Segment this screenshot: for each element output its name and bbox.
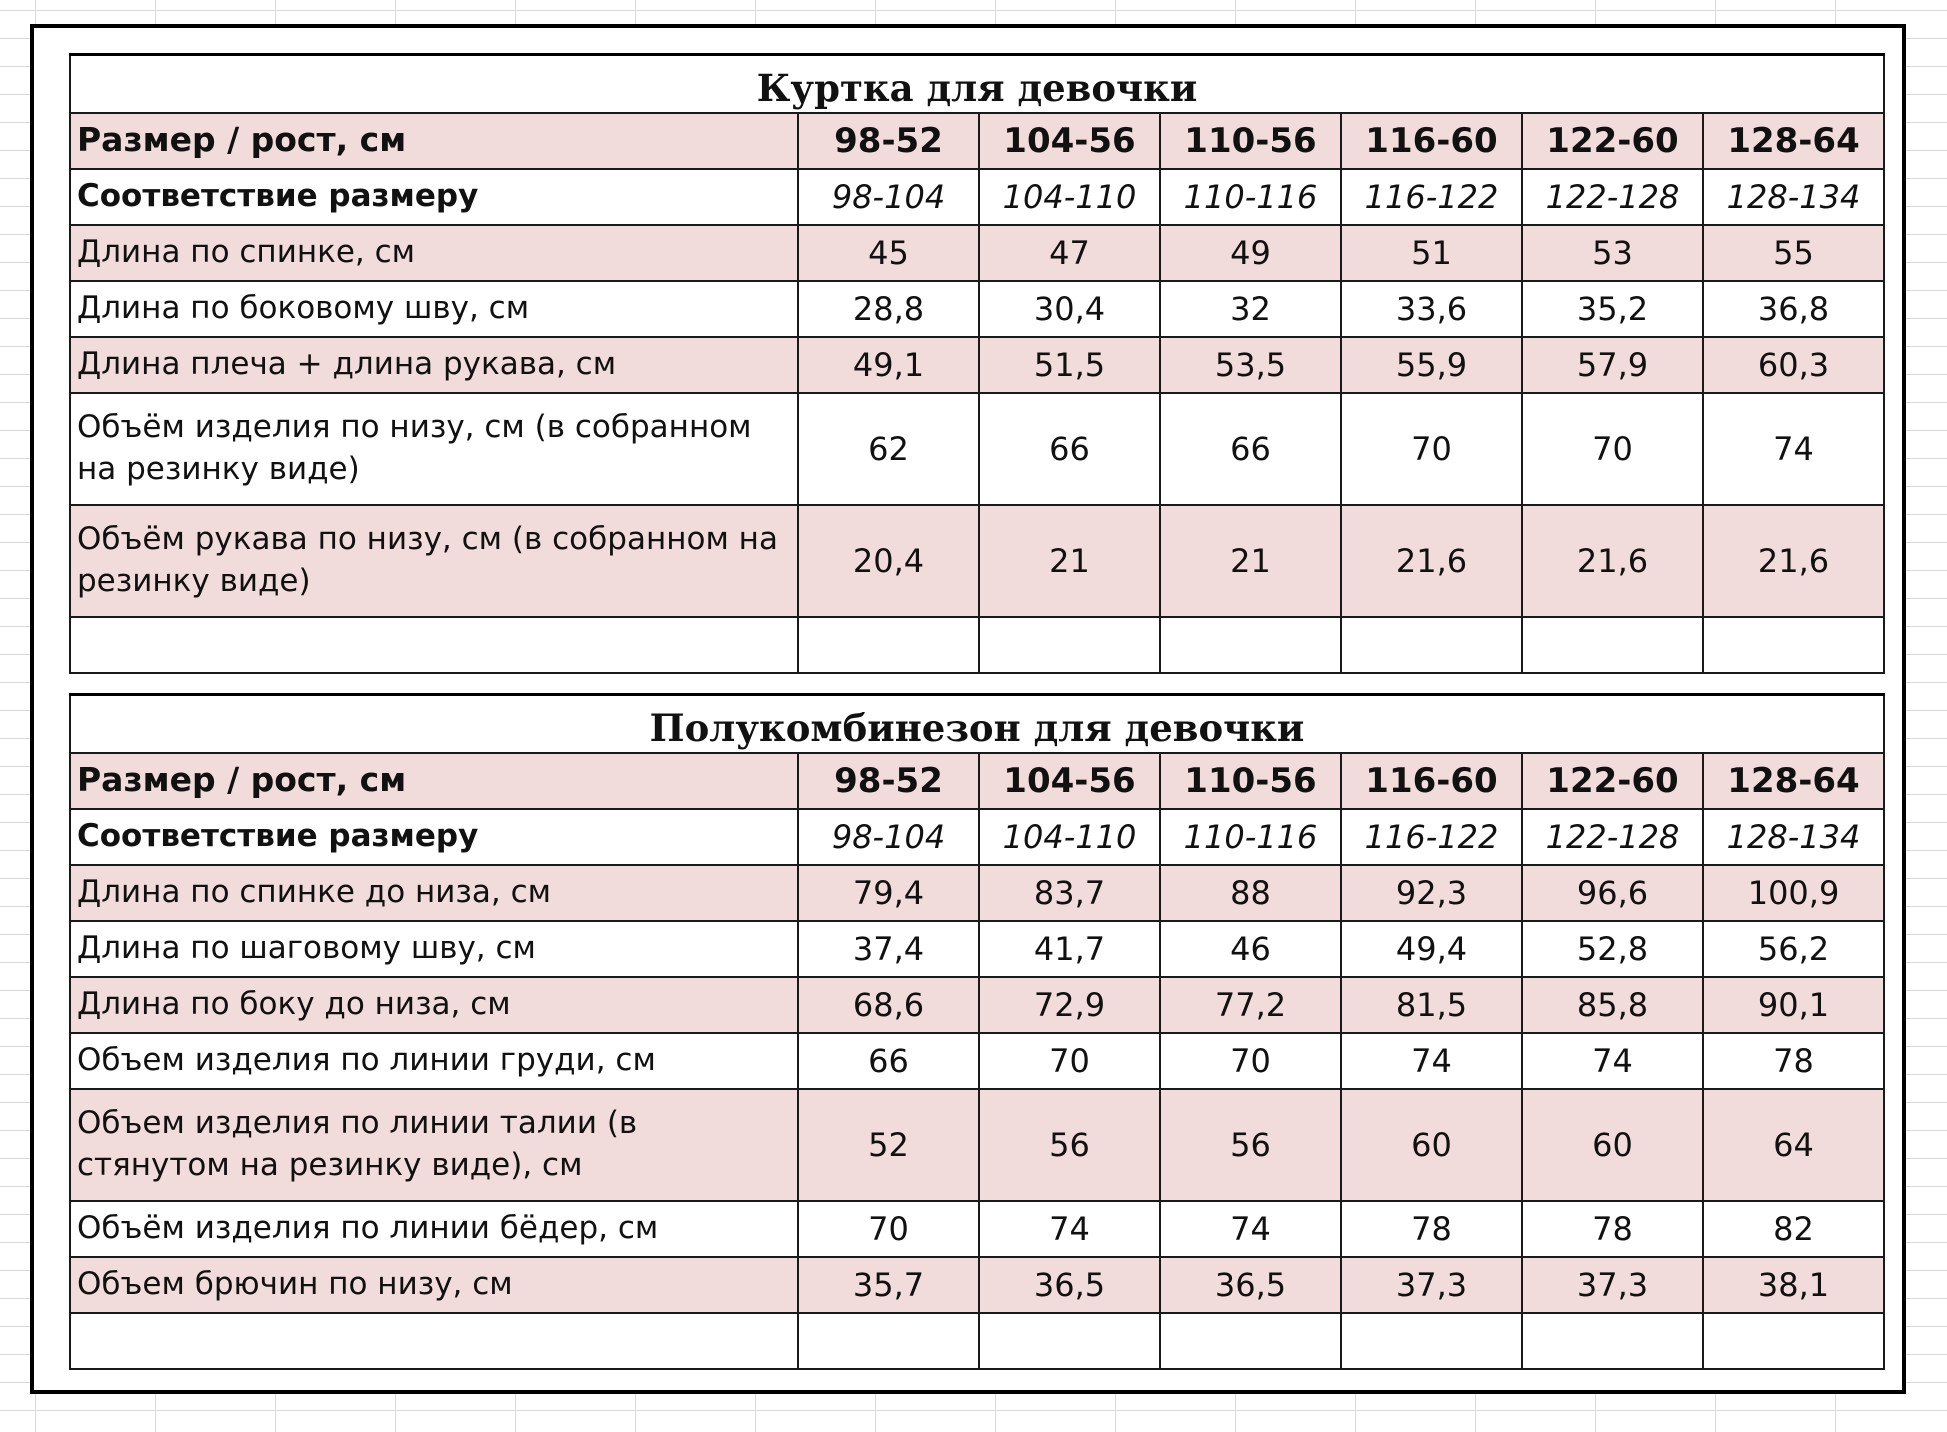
table-cell: 51,5	[979, 337, 1160, 393]
table-cell: 52	[798, 1089, 979, 1201]
table-cell: 55,9	[1341, 337, 1522, 393]
size-cell: 116-60	[1341, 753, 1522, 809]
empty-cell	[1341, 1313, 1522, 1369]
table-cell: 21,6	[1341, 505, 1522, 617]
table-cell: 70	[1522, 393, 1703, 505]
table-cell: 49,4	[1341, 921, 1522, 977]
table-cell: 78	[1703, 1033, 1884, 1089]
table-cell: 74	[1341, 1033, 1522, 1089]
table-cell: 66	[798, 1033, 979, 1089]
table-cell: 21,6	[1703, 505, 1884, 617]
row-label: Соответствие размеру	[70, 169, 798, 225]
table-cell: 88	[1160, 865, 1341, 921]
empty-cell	[1703, 1313, 1884, 1369]
table-cell: 104-110	[979, 169, 1160, 225]
table-cell: 70	[1341, 393, 1522, 505]
table-cell: 74	[1522, 1033, 1703, 1089]
empty-cell	[1703, 617, 1884, 673]
empty-cell	[70, 1313, 798, 1369]
table-cell: 70	[798, 1201, 979, 1257]
empty-row	[70, 1313, 1884, 1369]
table-cell: 51	[1341, 225, 1522, 281]
table-cell: 82	[1703, 1201, 1884, 1257]
row-label: Соответствие размеру	[70, 809, 798, 865]
table-cell: 122-128	[1522, 169, 1703, 225]
row-label: Длина по спинке до низа, см	[70, 865, 798, 921]
table-cell: 49	[1160, 225, 1341, 281]
table-cell: 36,8	[1703, 281, 1884, 337]
table-cell: 38,1	[1703, 1257, 1884, 1313]
row-label: Объем изделия по линии талии (в стянутом на резинку виде), см	[70, 1089, 798, 1201]
table-cell: 37,4	[798, 921, 979, 977]
table-cell: 72,9	[979, 977, 1160, 1033]
empty-cell	[798, 1313, 979, 1369]
row-label: Длина по боку до низа, см	[70, 977, 798, 1033]
table-cell: 77,2	[1160, 977, 1341, 1033]
row-label: Объем изделия по линии груди, см	[70, 1033, 798, 1089]
table-row	[70, 977, 1884, 1033]
table-cell: 90,1	[1703, 977, 1884, 1033]
row-label: Объём изделия по низу, см (в собранном на резинку виде)	[70, 393, 798, 505]
table-cell: 83,7	[979, 865, 1160, 921]
row-label: Объем брючин по низу, см	[70, 1257, 798, 1313]
table-cell: 74	[979, 1201, 1160, 1257]
row-label: Длина по шаговому шву, см	[70, 921, 798, 977]
table-cell: 55	[1703, 225, 1884, 281]
row-label: Объём изделия по линии бёдер, см	[70, 1201, 798, 1257]
table-cell: 21,6	[1522, 505, 1703, 617]
table-cell: 53,5	[1160, 337, 1341, 393]
row-label: Длина по боковому шву, см	[70, 281, 798, 337]
table-cell: 37,3	[1341, 1257, 1522, 1313]
table-cell: 85,8	[1522, 977, 1703, 1033]
size-header-row	[70, 753, 1884, 809]
table-cell: 36,5	[979, 1257, 1160, 1313]
size-cell: 116-60	[1341, 113, 1522, 169]
table-cell: 78	[1522, 1201, 1703, 1257]
size-cell: 122-60	[1522, 753, 1703, 809]
row-label: Длина плеча + длина рукава, см	[70, 337, 798, 393]
table-row	[70, 225, 1884, 281]
correspondence-row	[70, 169, 1884, 225]
table-cell: 56	[1160, 1089, 1341, 1201]
empty-cell	[979, 1313, 1160, 1369]
table-cell: 35,2	[1522, 281, 1703, 337]
table-cell: 49,1	[798, 337, 979, 393]
table-cell: 100,9	[1703, 865, 1884, 921]
table-cell: 128-134	[1703, 809, 1884, 865]
size-cell: 110-56	[1160, 113, 1341, 169]
table-cell: 81,5	[1341, 977, 1522, 1033]
table-cell: 98-104	[798, 169, 979, 225]
table-cell: 96,6	[1522, 865, 1703, 921]
row-label: Размер / рост, см	[70, 113, 798, 169]
size-cell: 104-56	[979, 113, 1160, 169]
table-cell: 46	[1160, 921, 1341, 977]
table-cell: 74	[1703, 393, 1884, 505]
jacket-size-table	[69, 53, 1885, 674]
table-row	[70, 393, 1884, 505]
empty-cell	[1160, 617, 1341, 673]
empty-cell	[1522, 1313, 1703, 1369]
empty-cell	[1160, 1313, 1341, 1369]
table-cell: 36,5	[1160, 1257, 1341, 1313]
table-cell: 64	[1703, 1089, 1884, 1201]
table-row	[70, 337, 1884, 393]
size-cell: 104-56	[979, 753, 1160, 809]
table-cell: 57,9	[1522, 337, 1703, 393]
table-cell: 28,8	[798, 281, 979, 337]
table-cell: 110-116	[1160, 809, 1341, 865]
table-cell: 74	[1160, 1201, 1341, 1257]
table-cell: 70	[979, 1033, 1160, 1089]
table-cell: 60,3	[1703, 337, 1884, 393]
empty-cell	[1341, 617, 1522, 673]
table-cell: 78	[1341, 1201, 1522, 1257]
size-header-row	[70, 113, 1884, 169]
size-cell: 128-64	[1703, 753, 1884, 809]
table-cell: 60	[1341, 1089, 1522, 1201]
table-cell: 116-122	[1341, 169, 1522, 225]
table-cell: 35,7	[798, 1257, 979, 1313]
table-row	[70, 1033, 1884, 1089]
size-cell: 98-52	[798, 753, 979, 809]
table-cell: 47	[979, 225, 1160, 281]
table-cell: 122-128	[1522, 809, 1703, 865]
size-cell: 98-52	[798, 113, 979, 169]
empty-cell	[70, 617, 798, 673]
table-cell: 128-134	[1703, 169, 1884, 225]
size-cell: 128-64	[1703, 113, 1884, 169]
table-cell: 30,4	[979, 281, 1160, 337]
table-cell: 79,4	[798, 865, 979, 921]
empty-cell	[979, 617, 1160, 673]
table-cell: 66	[979, 393, 1160, 505]
table-cell: 92,3	[1341, 865, 1522, 921]
table-cell: 60	[1522, 1089, 1703, 1201]
table-cell: 21	[979, 505, 1160, 617]
table-cell: 37,3	[1522, 1257, 1703, 1313]
table-row	[70, 281, 1884, 337]
table-cell: 62	[798, 393, 979, 505]
row-label: Размер / рост, см	[70, 753, 798, 809]
table-cell: 53	[1522, 225, 1703, 281]
table-row	[70, 1089, 1884, 1201]
table-cell: 110-116	[1160, 169, 1341, 225]
table-cell: 116-122	[1341, 809, 1522, 865]
correspondence-row	[70, 809, 1884, 865]
table-cell: 56	[979, 1089, 1160, 1201]
row-label: Объём рукава по низу, см (в собранном на резинку виде)	[70, 505, 798, 617]
table-cell: 104-110	[979, 809, 1160, 865]
table-row	[70, 505, 1884, 617]
table-row	[70, 1257, 1884, 1313]
size-cell: 110-56	[1160, 753, 1341, 809]
table-cell: 68,6	[798, 977, 979, 1033]
table-row	[70, 1201, 1884, 1257]
table-cell: 56,2	[1703, 921, 1884, 977]
table-row	[70, 921, 1884, 977]
table-cell: 21	[1160, 505, 1341, 617]
table-cell: 41,7	[979, 921, 1160, 977]
table-cell: 33,6	[1341, 281, 1522, 337]
table-title: Куртка для девочки	[70, 55, 1884, 113]
table-title: Полукомбинезон для девочки	[70, 695, 1884, 753]
empty-row	[70, 617, 1884, 673]
table-cell: 98-104	[798, 809, 979, 865]
table-row	[70, 865, 1884, 921]
table-cell: 66	[1160, 393, 1341, 505]
row-label: Длина по спинке, см	[70, 225, 798, 281]
size-cell: 122-60	[1522, 113, 1703, 169]
table-cell: 20,4	[798, 505, 979, 617]
overalls-size-table	[69, 693, 1885, 1370]
table-cell: 32	[1160, 281, 1341, 337]
table-cell: 70	[1160, 1033, 1341, 1089]
empty-cell	[798, 617, 979, 673]
table-cell: 45	[798, 225, 979, 281]
empty-cell	[1522, 617, 1703, 673]
table-cell: 52,8	[1522, 921, 1703, 977]
